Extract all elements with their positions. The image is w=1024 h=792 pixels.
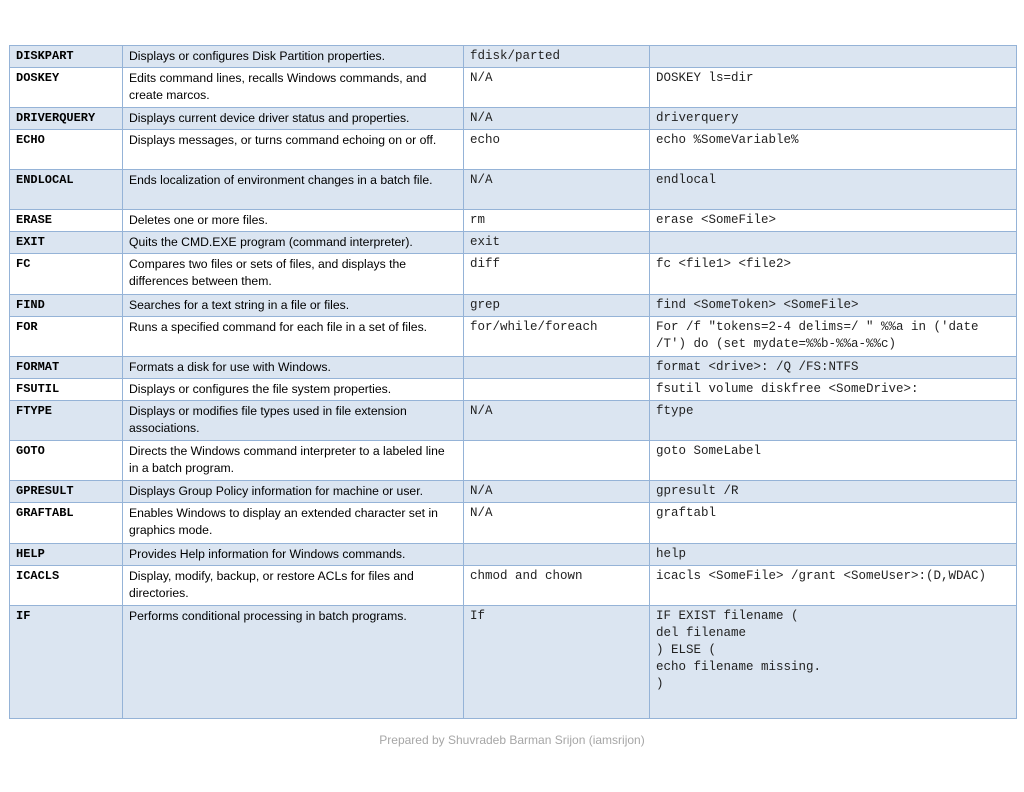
- command-example: echo %SomeVariable%: [650, 130, 1017, 170]
- command-name: HELP: [10, 544, 123, 566]
- command-description: Displays or configures Disk Partition properties.: [123, 46, 464, 68]
- command-name: GRAFTABL: [10, 503, 123, 544]
- command-name: IF: [10, 606, 123, 719]
- table-row: [10, 441, 1017, 481]
- command-example: erase <SomeFile>: [650, 210, 1017, 232]
- unix-equivalent: echo: [464, 130, 650, 170]
- command-example: graftabl: [650, 503, 1017, 544]
- unix-equivalent: [464, 441, 650, 481]
- unix-equivalent: N/A: [464, 401, 650, 441]
- table-row: [10, 130, 1017, 170]
- command-name: ENDLOCAL: [10, 170, 123, 210]
- unix-equivalent: chmod and chown: [464, 566, 650, 606]
- page-footer: Prepared by Shuvradeb Barman Srijon (iamsrijon): [379, 733, 645, 747]
- unix-equivalent: N/A: [464, 481, 650, 503]
- command-example: help: [650, 544, 1017, 566]
- table-row: [10, 210, 1017, 232]
- unix-equivalent: grep: [464, 295, 650, 317]
- command-name: FORMAT: [10, 357, 123, 379]
- unix-equivalent: [464, 357, 650, 379]
- command-description: Displays current device driver status and properties.: [123, 108, 464, 130]
- command-example: fsutil volume diskfree <SomeDrive>:: [650, 379, 1017, 401]
- unix-equivalent: exit: [464, 232, 650, 254]
- command-table-body: [10, 46, 1017, 719]
- table-row: [10, 108, 1017, 130]
- command-example: [650, 46, 1017, 68]
- command-name: ERASE: [10, 210, 123, 232]
- command-example: For /f "tokens=2-4 delims=/ " %%a in ('date /T') do (set mydate=%%b-%%a-%%c): [650, 317, 1017, 357]
- command-example: endlocal: [650, 170, 1017, 210]
- command-name: FTYPE: [10, 401, 123, 441]
- table-row: [10, 503, 1017, 544]
- command-name: DRIVERQUERY: [10, 108, 123, 130]
- command-description: Searches for a text string in a file or files.: [123, 295, 464, 317]
- command-example: IF EXIST filename ( del filename ) ELSE ( echo filename missing. ): [650, 606, 1017, 719]
- unix-equivalent: N/A: [464, 503, 650, 544]
- table-row: [10, 295, 1017, 317]
- table-row: [10, 357, 1017, 379]
- table-row: [10, 232, 1017, 254]
- command-example: fc <file1> <file2>: [650, 254, 1017, 295]
- command-example: driverquery: [650, 108, 1017, 130]
- command-example: ftype: [650, 401, 1017, 441]
- command-example: format <drive>: /Q /FS:NTFS: [650, 357, 1017, 379]
- command-example: DOSKEY ls=dir: [650, 68, 1017, 108]
- command-name: ICACLS: [10, 566, 123, 606]
- table-row: [10, 481, 1017, 503]
- command-example: goto SomeLabel: [650, 441, 1017, 481]
- command-name: DISKPART: [10, 46, 123, 68]
- command-description: Formats a disk for use with Windows.: [123, 357, 464, 379]
- table-row: [10, 544, 1017, 566]
- table-row: [10, 606, 1017, 719]
- command-description: Deletes one or more files.: [123, 210, 464, 232]
- unix-equivalent: N/A: [464, 68, 650, 108]
- command-description: Displays messages, or turns command echoing on or off.: [123, 130, 464, 170]
- command-name: FIND: [10, 295, 123, 317]
- command-name: FC: [10, 254, 123, 295]
- table-row: [10, 46, 1017, 68]
- command-description: Provides Help information for Windows commands.: [123, 544, 464, 566]
- command-description: Displays or modifies file types used in file extension associations.: [123, 401, 464, 441]
- command-name: DOSKEY: [10, 68, 123, 108]
- unix-equivalent: rm: [464, 210, 650, 232]
- unix-equivalent: N/A: [464, 170, 650, 210]
- table-row: [10, 254, 1017, 295]
- command-description: Enables Windows to display an extended character set in graphics mode.: [123, 503, 464, 544]
- command-description: Displays or configures the file system properties.: [123, 379, 464, 401]
- command-description: Runs a specified command for each file in a set of files.: [123, 317, 464, 357]
- table-row: [10, 170, 1017, 210]
- command-name: FSUTIL: [10, 379, 123, 401]
- command-example: [650, 232, 1017, 254]
- command-name: EXIT: [10, 232, 123, 254]
- table-row: [10, 379, 1017, 401]
- table-row: [10, 566, 1017, 606]
- command-description: Ends localization of environment changes in a batch file.: [123, 170, 464, 210]
- command-example: find <SomeToken> <SomeFile>: [650, 295, 1017, 317]
- unix-equivalent: [464, 379, 650, 401]
- unix-equivalent: diff: [464, 254, 650, 295]
- unix-equivalent: fdisk/parted: [464, 46, 650, 68]
- command-description: Displays Group Policy information for machine or user.: [123, 481, 464, 503]
- command-description: Display, modify, backup, or restore ACLs for files and directories.: [123, 566, 464, 606]
- unix-equivalent: If: [464, 606, 650, 719]
- unix-equivalent: N/A: [464, 108, 650, 130]
- command-example: icacls <SomeFile> /grant <SomeUser>:(D,WDAC): [650, 566, 1017, 606]
- command-name: ECHO: [10, 130, 123, 170]
- command-name: GOTO: [10, 441, 123, 481]
- unix-equivalent: for/while/foreach: [464, 317, 650, 357]
- command-name: GPRESULT: [10, 481, 123, 503]
- table-row: [10, 68, 1017, 108]
- command-table: [9, 45, 1017, 719]
- command-description: Quits the CMD.EXE program (command interpreter).: [123, 232, 464, 254]
- command-description: Directs the Windows command interpreter to a labeled line in a batch program.: [123, 441, 464, 481]
- command-description: Compares two files or sets of files, and displays the differences between them.: [123, 254, 464, 295]
- command-description: Edits command lines, recalls Windows commands, and create marcos.: [123, 68, 464, 108]
- command-name: FOR: [10, 317, 123, 357]
- unix-equivalent: [464, 544, 650, 566]
- command-description: Performs conditional processing in batch programs.: [123, 606, 464, 719]
- command-example: gpresult /R: [650, 481, 1017, 503]
- table-row: [10, 317, 1017, 357]
- table-row: [10, 401, 1017, 441]
